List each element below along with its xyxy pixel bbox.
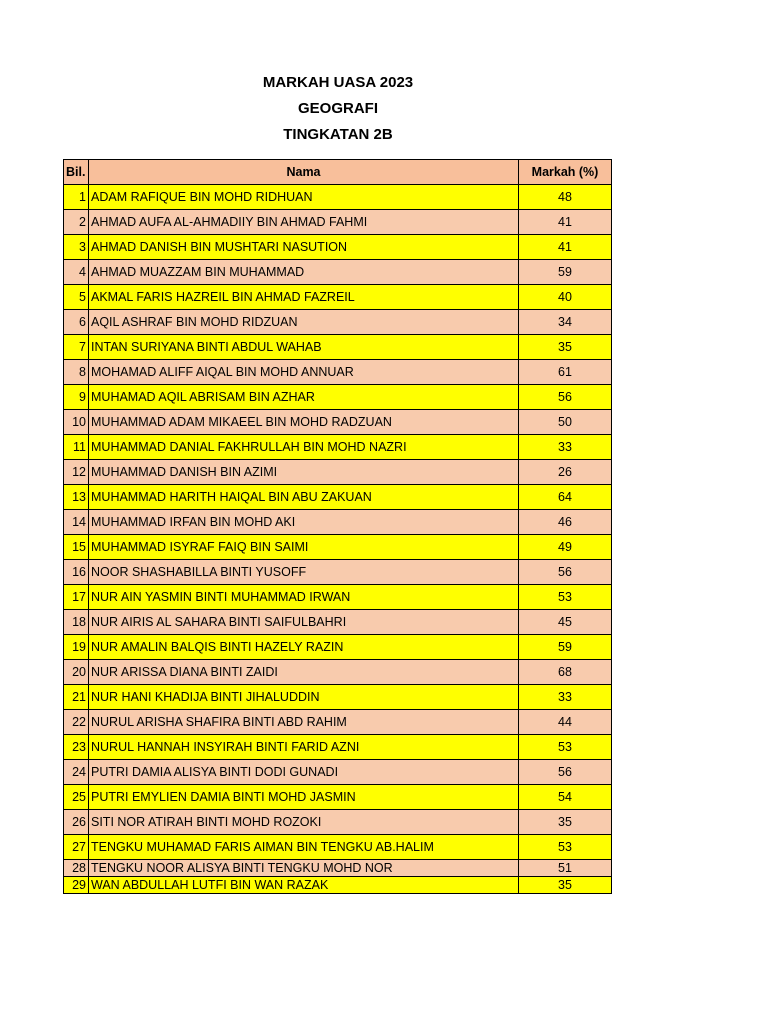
student-mark: 46 [519, 510, 612, 535]
table-row [64, 285, 612, 310]
student-name: NOOR SHASHABILLA BINTI YUSOFF [89, 560, 519, 585]
table-row [64, 685, 612, 710]
row-number: 4 [64, 260, 89, 285]
row-number: 15 [64, 535, 89, 560]
student-mark: 54 [519, 785, 612, 810]
student-name: AHMAD AUFA AL-AHMADIIY BIN AHMAD FAHMI [89, 210, 519, 235]
student-name: INTAN SURIYANA BINTI ABDUL WAHAB [89, 335, 519, 360]
student-name: NUR AIN YASMIN BINTI MUHAMMAD IRWAN [89, 585, 519, 610]
student-name: TENGKU NOOR ALISYA BINTI TENGKU MOHD NOR [89, 860, 519, 877]
marks-table [63, 159, 612, 894]
student-name: PUTRI DAMIA ALISYA BINTI DODI GUNADI [89, 760, 519, 785]
student-mark: 49 [519, 535, 612, 560]
student-name: NURUL HANNAH INSYIRAH BINTI FARID AZNI [89, 735, 519, 760]
student-name: ADAM RAFIQUE BIN MOHD RIDHUAN [89, 185, 519, 210]
student-mark: 56 [519, 385, 612, 410]
table-row [64, 410, 612, 435]
table-row [64, 310, 612, 335]
row-number: 7 [64, 335, 89, 360]
student-name: MOHAMAD ALIFF AIQAL BIN MOHD ANNUAR [89, 360, 519, 385]
student-name: NUR AMALIN BALQIS BINTI HAZELY RAZIN [89, 635, 519, 660]
student-name: AKMAL FARIS HAZREIL BIN AHMAD FAZREIL [89, 285, 519, 310]
table-row [64, 735, 612, 760]
row-number: 12 [64, 460, 89, 485]
row-number: 24 [64, 760, 89, 785]
student-name: NURUL ARISHA SHAFIRA BINTI ABD RAHIM [89, 710, 519, 735]
student-name: TENGKU MUHAMAD FARIS AIMAN BIN TENGKU AB.HALIM [89, 835, 519, 860]
student-mark: 59 [519, 260, 612, 285]
student-mark: 56 [519, 760, 612, 785]
table-row [64, 360, 612, 385]
row-number: 13 [64, 485, 89, 510]
student-mark: 34 [519, 310, 612, 335]
table-row [64, 877, 612, 894]
student-name: NUR HANI KHADIJA BINTI JIHALUDDIN [89, 685, 519, 710]
student-name: MUHAMMAD IRFAN BIN MOHD AKI [89, 510, 519, 535]
student-mark: 33 [519, 685, 612, 710]
row-number: 10 [64, 410, 89, 435]
student-mark: 44 [519, 710, 612, 735]
table-row [64, 710, 612, 735]
table-row [64, 435, 612, 460]
table-row [64, 535, 612, 560]
table-row [64, 210, 612, 235]
student-name: MUHAMMAD ADAM MIKAEEL BIN MOHD RADZUAN [89, 410, 519, 435]
student-mark: 51 [519, 860, 612, 877]
student-name: AQIL ASHRAF BIN MOHD RIDZUAN [89, 310, 519, 335]
table-row [64, 635, 612, 660]
student-mark: 41 [519, 235, 612, 260]
student-mark: 61 [519, 360, 612, 385]
student-name: MUHAMMAD DANISH BIN AZIMI [89, 460, 519, 485]
header-bil: Bil. [64, 160, 89, 185]
student-mark: 59 [519, 635, 612, 660]
title-block [0, 72, 676, 150]
table-row [64, 385, 612, 410]
row-number: 9 [64, 385, 89, 410]
header-row [64, 160, 612, 185]
table-row [64, 260, 612, 285]
student-mark: 50 [519, 410, 612, 435]
row-number: 3 [64, 235, 89, 260]
row-number: 19 [64, 635, 89, 660]
student-mark: 56 [519, 560, 612, 585]
student-mark: 33 [519, 435, 612, 460]
row-number: 23 [64, 735, 89, 760]
student-name: MUHAMMAD ISYRAF FAIQ BIN SAIMI [89, 535, 519, 560]
row-number: 16 [64, 560, 89, 585]
table-row [64, 835, 612, 860]
student-mark: 53 [519, 585, 612, 610]
student-name: NUR ARISSA DIANA BINTI ZAIDI [89, 660, 519, 685]
row-number: 2 [64, 210, 89, 235]
row-number: 26 [64, 810, 89, 835]
student-mark: 64 [519, 485, 612, 510]
student-name: AHMAD MUAZZAM BIN MUHAMMAD [89, 260, 519, 285]
row-number: 29 [64, 877, 89, 894]
student-mark: 35 [519, 335, 612, 360]
student-mark: 48 [519, 185, 612, 210]
table-row [64, 610, 612, 635]
table-row [64, 785, 612, 810]
table-row [64, 810, 612, 835]
table-row [64, 460, 612, 485]
student-mark: 40 [519, 285, 612, 310]
row-number: 28 [64, 860, 89, 877]
row-number: 22 [64, 710, 89, 735]
table-row [64, 860, 612, 877]
table-row [64, 485, 612, 510]
student-name: PUTRI EMYLIEN DAMIA BINTI MOHD JASMIN [89, 785, 519, 810]
student-name: NUR AIRIS AL SAHARA BINTI SAIFULBAHRI [89, 610, 519, 635]
table-row [64, 585, 612, 610]
row-number: 11 [64, 435, 89, 460]
table-body [64, 185, 612, 894]
row-number: 14 [64, 510, 89, 535]
row-number: 18 [64, 610, 89, 635]
row-number: 6 [64, 310, 89, 335]
row-number: 20 [64, 660, 89, 685]
title-line-3: TINGKATAN 2B [283, 126, 393, 143]
row-number: 25 [64, 785, 89, 810]
student-name: WAN ABDULLAH LUTFI BIN WAN RAZAK [89, 877, 519, 894]
student-mark: 53 [519, 735, 612, 760]
table-row [64, 760, 612, 785]
student-name: SITI NOR ATIRAH BINTI MOHD ROZOKI [89, 810, 519, 835]
student-mark: 45 [519, 610, 612, 635]
student-mark: 41 [519, 210, 612, 235]
student-mark: 35 [519, 877, 612, 894]
title-line-1: MARKAH UASA 2023 [262, 74, 414, 91]
student-mark: 68 [519, 660, 612, 685]
row-number: 21 [64, 685, 89, 710]
student-name: AHMAD DANISH BIN MUSHTARI NASUTION [89, 235, 519, 260]
table-row [64, 185, 612, 210]
table-row [64, 660, 612, 685]
row-number: 8 [64, 360, 89, 385]
table-row [64, 560, 612, 585]
student-name: MUHAMAD AQIL ABRISAM BIN AZHAR [89, 385, 519, 410]
header-nama: Nama [89, 160, 519, 185]
table-row [64, 510, 612, 535]
table-row [64, 235, 612, 260]
row-number: 1 [64, 185, 89, 210]
student-mark: 26 [519, 460, 612, 485]
student-name: MUHAMMAD HARITH HAIQAL BIN ABU ZAKUAN [89, 485, 519, 510]
student-name: MUHAMMAD DANIAL FAKHRULLAH BIN MOHD NAZRI [89, 435, 519, 460]
table-row [64, 335, 612, 360]
row-number: 5 [64, 285, 89, 310]
row-number: 27 [64, 835, 89, 860]
student-mark: 53 [519, 835, 612, 860]
row-number: 17 [64, 585, 89, 610]
title-line-2: GEOGRAFI [297, 100, 378, 117]
header-markah: Markah (%) [519, 160, 612, 185]
student-mark: 35 [519, 810, 612, 835]
